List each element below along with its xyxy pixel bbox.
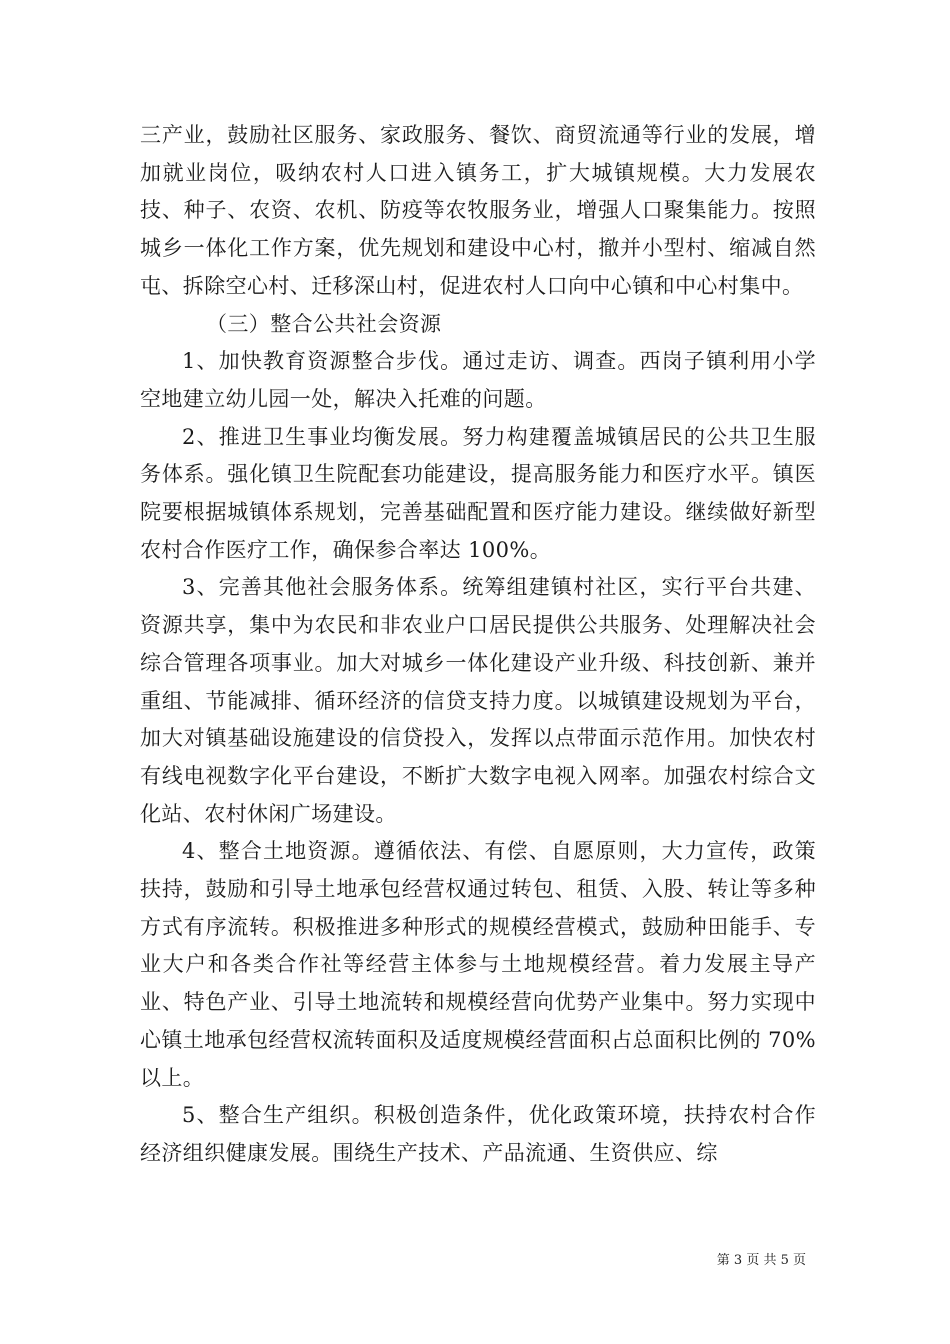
paragraph-land: 4、整合土地资源。遵循依法、有偿、自愿原则，大力宣传，政策扶持，鼓励和引导土地承包经营权通过转包、租赁、入股、转让等多种方式有序流转。积极推进多种形式的规模经营模式，鼓励种田能手、专业大户和各类合作社等经营主体参与土地规模经营。着力发展主导产业、特色产业、引导土地流转和规模经营向优势产业集中。努力实现中心镇土地承包经营权流转面积及适度规模经营面积占总面积比例的 70%以上。 xyxy=(140,839,816,1090)
page-number-footer: 第 3 页 共 5 页 xyxy=(716,1253,806,1268)
section-heading: （三）整合公共社会资源 xyxy=(206,311,442,336)
document-body xyxy=(140,117,816,1173)
paragraph-education: 1、加快教育资源整合步伐。通过走访、调查。西岗子镇利用小学空地建立幼儿园一处，解决入托难的问题。 xyxy=(140,349,816,411)
paragraph-continuation: 三产业，鼓励社区服务、家政服务、餐饮、商贸流通等行业的发展，增加就业岗位，吸纳农村人口进入镇务工，扩大城镇规模。大力发展农技、种子、农资、农机、防疫等农牧服务业，增强人口聚集能力。按照城乡一体化工作方案，优先规划和建设中心村，撤并小型村、缩减自然屯、拆除空心村、迁移深山村，促进农村人口向中心镇和中心村集中。 xyxy=(140,123,816,298)
paragraph-health: 2、推进卫生事业均衡发展。努力构建覆盖城镇居民的公共卫生服务体系。强化镇卫生院配套功能建设，提高服务能力和医疗水平。镇医院要根据城镇体系规划，完善基础配置和医疗能力建设。继续做好新型农村合作医疗工作，确保参合率达 100%。 xyxy=(140,424,816,562)
paragraph-social-services: 3、完善其他社会服务体系。统筹组建镇村社区，实行平台共建、资源共享，集中为农民和非农业户口居民提供公共服务、处理解决社会综合管理各项事业。加大对城乡一体化建设产业升级、科技创新、兼并重组、节能减排、循环经济的信贷支持力度。以城镇建设规划为平台，加大对镇基础设施建设的信贷投入，发挥以点带面示范作用。加快农村有线电视数字化平台建设，不断扩大数字电视入网率。加强农村综合文化站、农村休闲广场建设。 xyxy=(140,575,816,826)
paragraph-production: 5、整合生产组织。积极创造条件，优化政策环境，扶持农村合作经济组织健康发展。围绕生产技术、产品流通、生资供应、综 xyxy=(140,1103,816,1165)
